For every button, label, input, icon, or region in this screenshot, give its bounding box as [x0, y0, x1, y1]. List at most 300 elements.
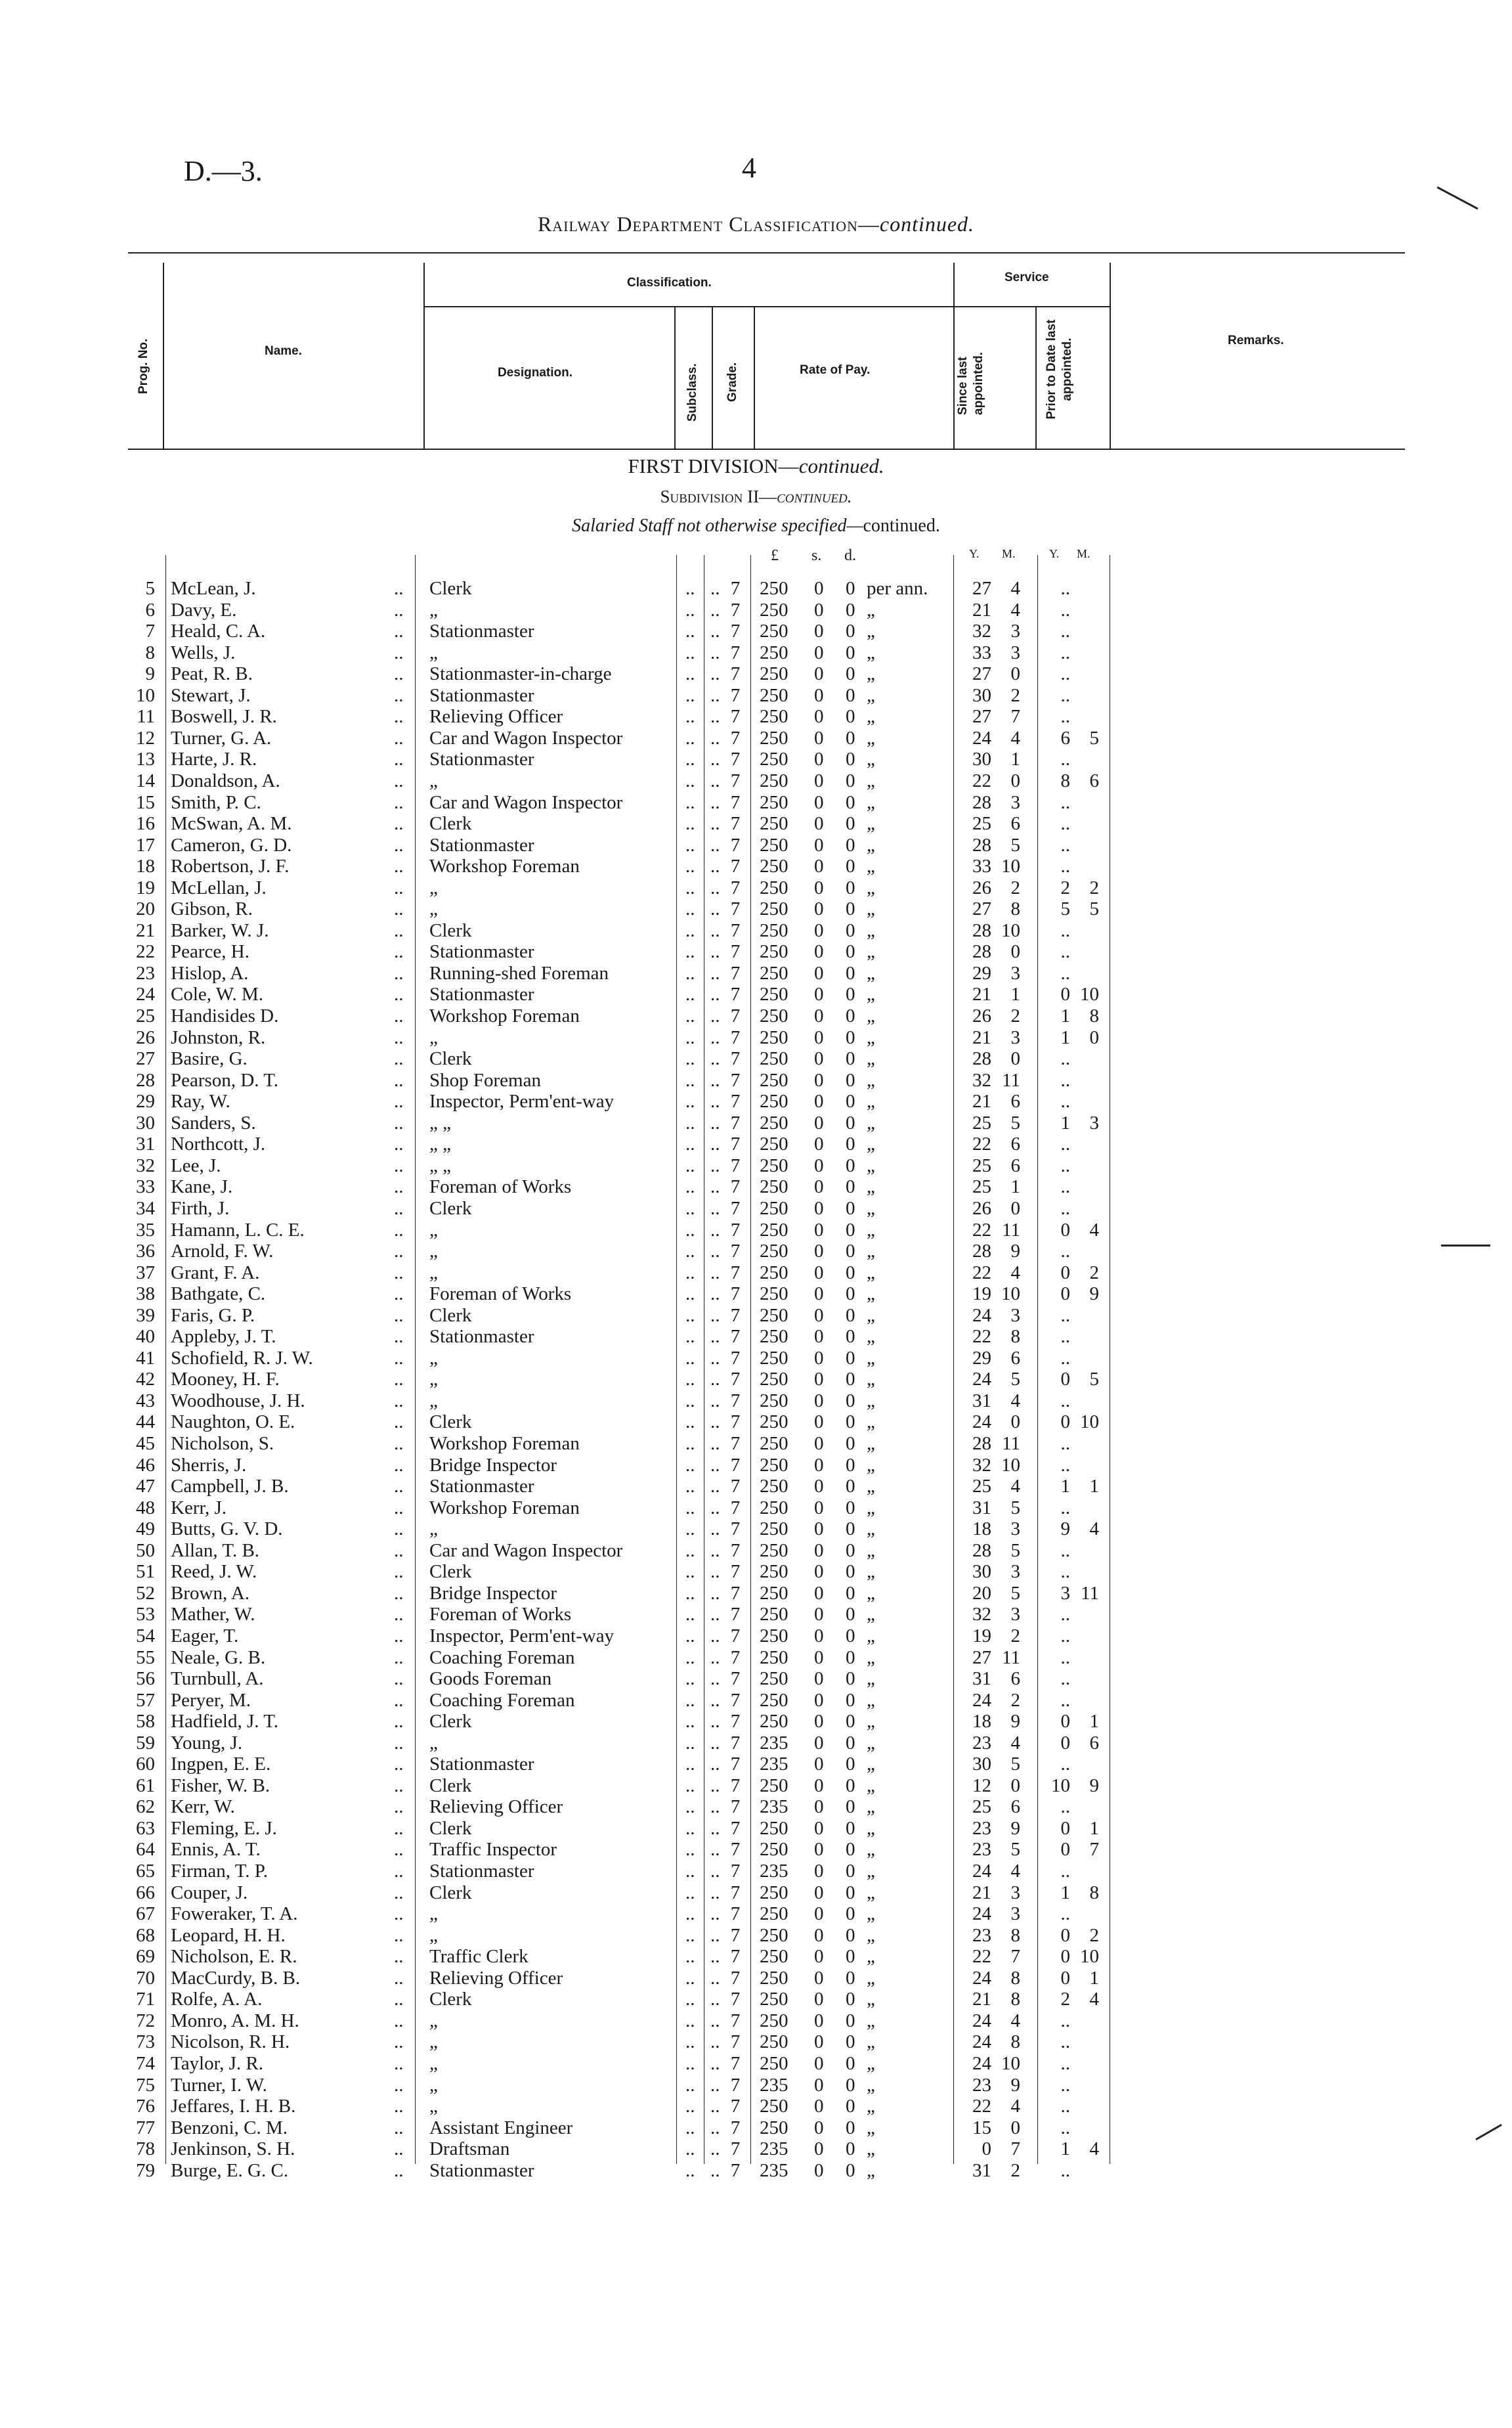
name-cell: Hadfield, J. T.	[171, 1711, 279, 1733]
since-months-cell: 10	[1001, 1454, 1020, 1476]
designation-cell: Foreman of Works	[429, 1176, 572, 1198]
designation-cell: Assistant Engineer	[429, 2117, 573, 2138]
leader-dots: ..	[394, 1326, 404, 1348]
prog-no-cell: 65	[136, 1861, 155, 1882]
prior-months-cell: 2	[1089, 1924, 1099, 1946]
since-months-cell: 0	[1010, 941, 1020, 963]
pay-pounds-cell: 250	[760, 1219, 788, 1241]
prog-no-cell: 53	[136, 1604, 155, 1625]
pay-shillings-cell: 0	[814, 1582, 824, 1604]
pay-shillings-cell: 0	[814, 621, 824, 642]
prior-years-cell: ..	[1060, 1176, 1070, 1198]
pay-period-cell: „	[867, 1005, 875, 1026]
pay-pounds-cell: 235	[760, 2138, 788, 2160]
pay-pence-cell: 0	[846, 1732, 855, 1754]
designation-cell: Clerk	[429, 1048, 472, 1070]
leader-dots: ..	[394, 1112, 404, 1134]
pay-pence-cell: 0	[846, 1347, 855, 1369]
designation-cell: Foreman of Works	[429, 1604, 572, 1625]
leader-dots: ..	[685, 1326, 695, 1348]
grade-cell: 7	[730, 621, 741, 642]
leader-dots: ..	[685, 1197, 695, 1219]
prior-years-cell: ..	[1060, 1304, 1070, 1326]
table-row	[0, 1540, 1512, 1561]
subclass-cell: ..	[710, 1604, 720, 1625]
pay-pence-cell: 0	[846, 1625, 855, 1646]
table-row	[0, 941, 1512, 962]
prior-months-cell: 2	[1089, 1262, 1099, 1283]
since-months-cell: 5	[1010, 1497, 1020, 1518]
grade-cell: 7	[730, 1882, 741, 1903]
since-months-cell: 10	[1001, 1283, 1020, 1305]
grade-cell: 7	[730, 1241, 741, 1262]
pay-shillings-cell: 0	[814, 1176, 824, 1198]
subclass-cell: ..	[710, 2031, 720, 2053]
since-years-cell: 21	[972, 599, 991, 621]
pay-pounds-cell: 250	[760, 1775, 788, 1796]
pay-shillings-cell: 0	[814, 1241, 824, 1262]
leader-dots: ..	[394, 984, 404, 1005]
pay-pounds-cell: 250	[760, 1967, 788, 1989]
since-years-cell: 29	[972, 962, 991, 984]
designation-cell: Draftsman	[429, 2138, 510, 2160]
table-row	[0, 792, 1512, 813]
subclass-cell: ..	[710, 1476, 720, 1497]
leader-dots: ..	[394, 1390, 404, 1411]
leader-dots: ..	[394, 1989, 404, 2010]
grade-cell: 7	[730, 898, 741, 920]
prog-no-cell: 52	[136, 1582, 155, 1604]
table-row	[0, 728, 1512, 749]
designation-cell: Clerk	[429, 1882, 472, 1903]
prog-no-cell: 77	[136, 2117, 155, 2138]
prior-years-cell: ..	[1060, 684, 1070, 706]
leader-dots: ..	[394, 1262, 404, 1283]
pay-pence-cell: 0	[846, 1604, 855, 1625]
pay-period-cell: „	[867, 856, 875, 877]
since-years-cell: 24	[972, 1411, 991, 1433]
prior-years-cell: ..	[1060, 1155, 1070, 1176]
leader-dots: ..	[394, 919, 404, 941]
name-cell: Hamann, L. C. E.	[171, 1219, 305, 1241]
name-cell: Jeffares, I. H. B.	[171, 2096, 296, 2117]
name-cell: Harte, J. R.	[171, 749, 257, 770]
prior-years-cell: 0	[1060, 1283, 1070, 1305]
table-row	[0, 1476, 1512, 1497]
table-row	[0, 2096, 1512, 2117]
designation-cell: „	[429, 1903, 438, 1925]
subclass-cell: ..	[710, 2052, 720, 2074]
pay-period-cell: „	[867, 1967, 875, 1989]
subclass-cell: ..	[710, 1539, 720, 1561]
pay-pounds-cell: 250	[760, 898, 788, 920]
grade-cell: 7	[730, 2031, 741, 2053]
leader-dots: ..	[685, 2117, 695, 2138]
prog-no-cell: 20	[136, 898, 155, 920]
pay-pounds-cell: 250	[760, 663, 788, 685]
pay-shillings-cell: 0	[814, 2074, 824, 2096]
pay-period-cell: „	[867, 1091, 875, 1113]
leader-dots: ..	[394, 1518, 404, 1540]
since-months-cell: 5	[1010, 834, 1020, 856]
table-row	[0, 1390, 1512, 1411]
pay-pounds-cell: 250	[760, 599, 788, 621]
since-years-cell: 21	[972, 984, 991, 1005]
since-years-cell: 33	[972, 642, 991, 663]
table-row	[0, 1775, 1512, 1796]
leader-dots: ..	[394, 1539, 404, 1561]
pay-pounds-cell: 250	[760, 578, 788, 599]
pay-pence-cell: 0	[846, 1326, 855, 1348]
since-months-cell: 2	[1010, 1005, 1020, 1026]
pay-period-cell: „	[867, 684, 875, 706]
pay-pounds-cell: 250	[760, 1262, 788, 1283]
since-months-cell: 8	[1010, 1967, 1020, 1989]
designation-cell: Bridge Inspector	[429, 1582, 557, 1604]
grade-cell: 7	[730, 1176, 741, 1198]
pay-pence-cell: 0	[846, 1989, 855, 2010]
leader-dots: ..	[685, 813, 695, 835]
designation-cell: Clerk	[429, 1711, 472, 1733]
subclass-cell: ..	[710, 834, 720, 856]
table-row	[0, 813, 1512, 834]
since-years-cell: 22	[972, 2096, 991, 2117]
table-row	[0, 2075, 1512, 2096]
name-cell: Leopard, H. H.	[171, 1924, 286, 1946]
prior-years-cell: 2	[1060, 877, 1070, 898]
designation-cell: Stationmaster	[429, 684, 534, 706]
margin-mark	[1436, 187, 1478, 210]
pay-pence-cell: 0	[846, 1176, 855, 1198]
leader-dots: ..	[685, 1668, 695, 1690]
table-row	[0, 2138, 1512, 2159]
pay-pounds-cell: 250	[760, 856, 788, 877]
since-years-cell: 29	[972, 1347, 991, 1369]
subclass-cell: ..	[710, 1903, 720, 1925]
since-years-cell: 24	[972, 1369, 991, 1390]
table-row	[0, 1839, 1512, 1860]
pay-shillings-cell: 0	[814, 1604, 824, 1625]
since-years-cell: 24	[972, 1903, 991, 1925]
subclass-cell: ..	[710, 1582, 720, 1604]
pay-shillings-cell: 0	[814, 1134, 824, 1155]
leader-dots: ..	[685, 1454, 695, 1476]
name-cell: Kerr, J.	[171, 1497, 227, 1518]
table-row	[0, 984, 1512, 1005]
grade-cell: 7	[730, 1454, 741, 1476]
pay-pence-cell: 0	[846, 1241, 855, 1262]
grade-cell: 7	[730, 2117, 741, 2138]
prior-years-cell: ..	[1060, 2052, 1070, 2074]
since-years-cell: 25	[972, 1155, 991, 1176]
pay-shillings-cell: 0	[814, 578, 824, 599]
leader-dots: ..	[685, 1861, 695, 1882]
pay-pounds-cell: 250	[760, 1241, 788, 1262]
subclass-cell: ..	[710, 684, 720, 706]
leader-dots: ..	[685, 1112, 695, 1134]
designation-cell: Workshop Foreman	[429, 1497, 580, 1518]
pay-pence-cell: 0	[846, 663, 855, 685]
table-row	[0, 1647, 1512, 1668]
grade-cell: 7	[730, 1989, 741, 2010]
grade-cell: 7	[730, 1026, 741, 1048]
since-years-cell: 30	[972, 1561, 991, 1583]
pay-pence-cell: 0	[846, 877, 855, 898]
leader-dots: ..	[685, 1304, 695, 1326]
pay-pounds-cell: 250	[760, 621, 788, 642]
grade-cell: 7	[730, 1924, 741, 1946]
pay-pounds-cell: 250	[760, 984, 788, 1005]
prog-no-cell: 34	[136, 1197, 155, 1219]
name-cell: Ennis, A. T.	[171, 1839, 261, 1861]
name-cell: Turner, G. A.	[171, 727, 272, 749]
subclass-cell: ..	[710, 2117, 720, 2138]
since-months-cell: 4	[1010, 578, 1020, 599]
pay-pence-cell: 0	[846, 1689, 855, 1711]
pay-pounds-cell: 250	[760, 1561, 788, 1583]
prior-years-cell: ..	[1060, 2096, 1070, 2117]
grade-cell: 7	[730, 1775, 741, 1796]
pay-period-cell: „	[867, 642, 875, 663]
since-years-cell: 28	[972, 1539, 991, 1561]
prior-months-cell: 5	[1089, 1369, 1099, 1390]
designation-cell: „	[429, 2096, 438, 2117]
column-header-grade: Grade.	[725, 362, 739, 402]
pay-pence-cell: 0	[846, 2010, 855, 2031]
name-cell: Jenkinson, S. H.	[171, 2138, 295, 2160]
leader-dots: ..	[394, 663, 404, 685]
since-years-cell: 31	[972, 1390, 991, 1411]
header-top-rule	[128, 252, 1405, 254]
leader-dots: ..	[394, 706, 404, 728]
leader-dots: ..	[394, 1582, 404, 1604]
designation-cell: Stationmaster	[429, 1861, 534, 1882]
prior-years-cell: 9	[1060, 1518, 1070, 1540]
designation-cell: Coaching Foreman	[429, 1646, 575, 1668]
pay-period-cell: „	[867, 1112, 875, 1134]
column-header-prior-to-date: Prior to Date last appointed.	[1045, 319, 1074, 420]
pay-pounds-cell: 250	[760, 919, 788, 941]
table-row	[0, 2117, 1512, 2138]
leader-dots: ..	[394, 1048, 404, 1070]
prog-no-cell: 70	[136, 1967, 155, 1989]
prog-no-cell: 57	[136, 1689, 155, 1711]
prog-no-cell: 21	[136, 919, 155, 941]
prior-months-cell: 8	[1089, 1882, 1099, 1903]
grade-cell: 7	[730, 684, 741, 706]
prog-no-cell: 73	[136, 2031, 155, 2053]
since-months-cell: 4	[1010, 1262, 1020, 1283]
leader-dots: ..	[685, 1026, 695, 1048]
since-years-cell: 32	[972, 621, 991, 642]
name-cell: Johnston, R.	[171, 1026, 266, 1048]
grade-cell: 7	[730, 1668, 741, 1690]
table-row	[0, 1968, 1512, 1989]
pay-pounds-cell: 235	[760, 1732, 788, 1754]
pay-pounds-cell: 250	[760, 1026, 788, 1048]
since-years-cell: 24	[972, 2031, 991, 2053]
subdivision-title-suffix: continued.	[777, 487, 852, 506]
subclass-cell: ..	[710, 1197, 720, 1219]
pay-period-cell: „	[867, 749, 875, 770]
subclass-cell: ..	[710, 1497, 720, 1518]
table-row	[0, 1262, 1512, 1283]
subclass-cell: ..	[710, 1561, 720, 1583]
pay-pence-cell: 0	[846, 1026, 855, 1048]
leader-dots: ..	[394, 1646, 404, 1668]
leader-dots: ..	[685, 621, 695, 642]
pay-pounds-cell: 250	[760, 962, 788, 984]
document-reference: D.—3.	[184, 155, 263, 187]
prior-years-cell: ..	[1060, 2117, 1070, 2138]
table-row	[0, 663, 1512, 684]
prog-no-cell: 5	[145, 578, 155, 599]
pay-period-cell: „	[867, 1155, 875, 1176]
pay-pounds-cell: 235	[760, 2159, 788, 2181]
leader-dots: ..	[685, 1155, 695, 1176]
prior-months-cell: 4	[1089, 1518, 1099, 1540]
subclass-cell: ..	[710, 1711, 720, 1733]
grade-cell: 7	[730, 2052, 741, 2074]
pay-period-cell: „	[867, 2074, 875, 2096]
leader-dots: ..	[394, 642, 404, 663]
leader-dots: ..	[685, 1283, 695, 1305]
prog-no-cell: 60	[136, 1754, 155, 1775]
subclass-cell: ..	[710, 1347, 720, 1369]
prior-years-cell: ..	[1060, 1754, 1070, 1775]
subclass-cell: ..	[710, 2010, 720, 2031]
subclass-cell: ..	[710, 1283, 720, 1305]
since-years-cell: 21	[972, 1091, 991, 1113]
prog-no-cell: 16	[136, 813, 155, 835]
prior-years-cell: 5	[1060, 898, 1070, 920]
subclass-cell: ..	[710, 2159, 720, 2181]
pay-pounds-cell: 250	[760, 1197, 788, 1219]
pay-pence-cell: 0	[846, 941, 855, 963]
grade-cell: 7	[730, 727, 741, 749]
since-months-cell: 11	[1002, 1646, 1020, 1668]
document-title	[0, 212, 1512, 236]
prior-years-cell: ..	[1060, 1048, 1070, 1070]
pay-period-cell: „	[867, 1454, 875, 1476]
since-years-cell: 28	[972, 834, 991, 856]
header-divider	[754, 307, 755, 450]
since-months-cell: 5	[1010, 1582, 1020, 1604]
name-cell: Taylor, J. R.	[171, 2052, 263, 2074]
pay-period-cell: „	[867, 1433, 875, 1454]
designation-cell: Traffic Inspector	[429, 1839, 557, 1861]
grade-cell: 7	[730, 1005, 741, 1026]
division-title	[0, 454, 1512, 478]
leader-dots: ..	[394, 1561, 404, 1583]
pay-shillings-cell: 0	[814, 791, 824, 813]
designation-cell: Foreman of Works	[429, 1283, 572, 1305]
pay-pounds-cell: 250	[760, 1924, 788, 1946]
since-months-cell: 10	[1001, 2052, 1020, 2074]
pay-shillings-cell: 0	[814, 770, 824, 791]
grade-cell: 7	[730, 1155, 741, 1176]
designation-cell: Stationmaster	[429, 834, 534, 856]
since-months-cell: 8	[1010, 1989, 1020, 2010]
grade-cell: 7	[730, 1497, 741, 1518]
leader-dots: ..	[394, 1197, 404, 1219]
designation-cell: Stationmaster	[429, 621, 534, 642]
prior-years-cell: 0	[1060, 1219, 1070, 1241]
since-months-cell: 8	[1010, 1326, 1020, 1348]
leader-dots: ..	[685, 1476, 695, 1497]
prior-years-cell: ..	[1060, 1861, 1070, 1882]
table-row	[0, 1326, 1512, 1347]
name-cell: Arnold, F. W.	[171, 1241, 274, 1262]
since-months-cell: 6	[1010, 1155, 1020, 1176]
pay-period-cell: „	[867, 1861, 875, 1882]
prog-no-cell: 31	[136, 1134, 155, 1155]
prior-years-cell: ..	[1060, 1390, 1070, 1411]
prior-months-cell: 4	[1089, 1219, 1099, 1241]
pay-pence-cell: 0	[846, 1304, 855, 1326]
column-header-prog-no: Prog. No.	[137, 338, 150, 394]
designation-cell: Shop Foreman	[429, 1069, 541, 1091]
prog-no-cell: 44	[136, 1411, 155, 1433]
unit-pence: d.	[844, 547, 856, 564]
prior-months-cell: 1	[1089, 1476, 1099, 1497]
name-cell: Naughton, O. E.	[171, 1411, 295, 1433]
leader-dots: ..	[685, 1411, 695, 1433]
designation-cell: Clerk	[429, 1989, 472, 2010]
prog-no-cell: 58	[136, 1711, 155, 1733]
prior-years-cell: ..	[1060, 1326, 1070, 1348]
designation-cell: Goods Foreman	[429, 1668, 552, 1690]
prior-years-cell: 0	[1060, 1817, 1070, 1839]
designation-cell: Coaching Foreman	[429, 1689, 575, 1711]
since-years-cell: 31	[972, 1668, 991, 1690]
pay-shillings-cell: 0	[814, 1390, 824, 1411]
since-months-cell: 3	[1010, 1518, 1020, 1540]
subclass-cell: ..	[710, 1796, 720, 1818]
since-years-cell: 31	[972, 2159, 991, 2181]
prog-no-cell: 23	[136, 962, 155, 984]
since-months-cell: 5	[1010, 1112, 1020, 1134]
pay-period-cell: „	[867, 1369, 875, 1390]
pay-shillings-cell: 0	[814, 919, 824, 941]
pay-shillings-cell: 0	[814, 1989, 824, 2010]
leader-dots: ..	[685, 962, 695, 984]
grade-cell: 7	[730, 1754, 741, 1775]
designation-cell: Traffic Clerk	[429, 1946, 529, 1968]
prog-no-cell: 12	[136, 727, 155, 749]
grade-cell: 7	[730, 1903, 741, 1925]
since-months-cell: 2	[1010, 877, 1020, 898]
pay-period-cell: „	[867, 2138, 875, 2160]
pay-period-cell: „	[867, 1262, 875, 1283]
leader-dots: ..	[394, 962, 404, 984]
name-cell: Faris, G. P.	[171, 1304, 255, 1326]
pay-shillings-cell: 0	[814, 1817, 824, 1839]
prior-years-cell: 0	[1060, 1411, 1070, 1433]
pay-period-cell: „	[867, 984, 875, 1005]
pay-period-cell: „	[867, 1625, 875, 1646]
since-years-cell: 28	[972, 919, 991, 941]
leader-dots: ..	[685, 1689, 695, 1711]
name-cell: Sanders, S.	[171, 1112, 256, 1134]
prog-no-cell: 11	[137, 706, 155, 728]
column-header-since-last-appointed: Since last appointed.	[956, 351, 985, 415]
since-months-cell: 11	[1002, 1433, 1020, 1454]
leader-dots: ..	[394, 1732, 404, 1754]
designation-cell: „	[429, 1219, 438, 1241]
designation-cell: „	[429, 1369, 438, 1390]
prior-years-cell: ..	[1060, 1689, 1070, 1711]
